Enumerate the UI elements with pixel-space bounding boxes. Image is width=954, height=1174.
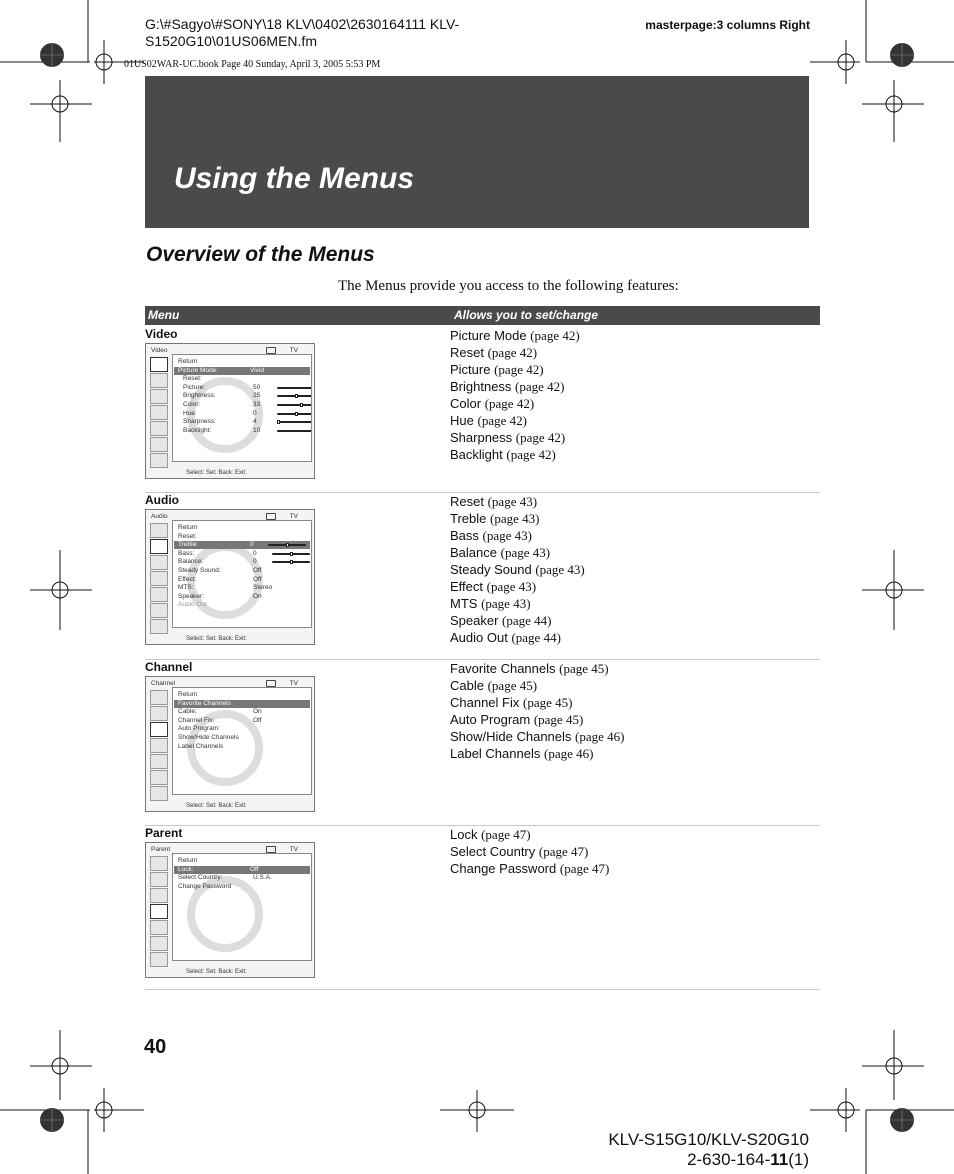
feature-item — [450, 327, 580, 344]
feature-name: Change Password — [450, 861, 557, 876]
feature-name: Speaker — [450, 613, 499, 628]
osd-item-value: Stereo — [253, 584, 273, 592]
osd-item-label: Reset: — [183, 375, 202, 383]
feature-page-ref: (page 42) — [515, 430, 566, 445]
feature-name: Select Country — [450, 844, 536, 859]
osd-slider — [277, 404, 312, 406]
osd-slider — [272, 553, 310, 555]
feature-page-ref: (page 45) — [559, 661, 609, 676]
tv-input-icon — [266, 513, 276, 520]
channel-icon — [150, 555, 168, 570]
osd-item — [178, 601, 207, 609]
empty-slot-icon — [150, 770, 168, 785]
tv-input-icon — [266, 680, 276, 687]
osd-input-label: TV — [289, 680, 298, 687]
osd-item-value: On — [253, 708, 262, 716]
code-prefix: 2-630-164- — [687, 1150, 771, 1169]
feature-name: Brightness — [450, 379, 512, 394]
osd-item-value: Off — [250, 865, 259, 873]
empty-slot-icon — [150, 936, 168, 951]
feature-item — [450, 378, 580, 395]
feature-name: Auto Program — [450, 712, 531, 727]
osd-item-label: Lock: — [178, 865, 194, 873]
osd-item — [178, 716, 262, 725]
feature-item — [450, 446, 580, 463]
osd-item-label: Audio Out — [178, 601, 207, 609]
osd-item-value: Off — [253, 575, 262, 583]
osd-item — [178, 592, 262, 601]
osd-item-label: Brightness: — [183, 392, 216, 400]
osd-item-value: 0 — [250, 541, 254, 549]
code-suffix: (1) — [788, 1150, 809, 1169]
video-icon — [150, 523, 168, 538]
osd-item — [183, 426, 261, 435]
feature-item — [450, 843, 609, 860]
feature-page-ref: (page 44) — [502, 613, 552, 628]
osd-item-label: Color: — [183, 401, 201, 408]
menu-name: Channel — [145, 660, 193, 674]
osd-footer: Select: Set: Back: Exit: — [186, 803, 247, 809]
feature-name: Bass — [450, 528, 479, 543]
menu-screenshot — [145, 343, 315, 479]
osd-item-label: Treble: — [178, 541, 198, 549]
osd-item-label: Picture: — [183, 383, 206, 391]
tv-input-icon — [266, 347, 276, 354]
feature-page-ref: (page 43) — [535, 562, 585, 577]
feature-name: Picture Mode — [450, 328, 527, 343]
parent-icon — [150, 405, 168, 420]
osd-item-label: Show/Hide Channels — [178, 734, 239, 741]
osd-item-value: 0 — [253, 409, 257, 417]
empty-slot-icon — [150, 437, 168, 452]
feature-name: Treble — [450, 511, 487, 526]
osd-item-label: Cable: — [178, 708, 197, 716]
osd-icon-column — [149, 522, 171, 634]
empty-slot-icon — [150, 453, 168, 468]
osd-item — [183, 375, 202, 383]
osd-item-label: Picture Mode: — [178, 366, 219, 374]
document-code — [560, 1150, 809, 1170]
feature-list — [450, 826, 609, 877]
feature-page-ref: (page 46) — [543, 746, 594, 761]
setup-icon — [150, 421, 168, 436]
audio-icon — [150, 706, 168, 721]
osd-icon-column — [149, 855, 171, 967]
feature-name: Color — [450, 396, 482, 411]
osd-item-label: MTS: — [178, 584, 194, 592]
osd-item — [178, 584, 273, 592]
osd-footer: Select: Set: Back: Exit: — [186, 969, 247, 975]
osd-item — [174, 367, 310, 375]
empty-slot-icon — [150, 786, 168, 801]
feature-name: Channel Fix — [450, 695, 520, 710]
osd-item — [178, 734, 239, 742]
osd-item — [183, 383, 261, 392]
intro-text: The Menus provide you access to the following features: — [338, 278, 679, 294]
feature-item — [450, 595, 585, 612]
video-icon — [150, 856, 168, 871]
osd-item — [178, 558, 257, 566]
osd-item-value: Vivid — [250, 366, 264, 374]
osd-item-label: Sharpness: — [183, 418, 216, 426]
osd-item-value: 10 — [253, 426, 261, 434]
osd-item — [178, 857, 198, 865]
osd-item-label: Return — [178, 857, 198, 864]
osd-item-value: U.S.A. — [253, 874, 272, 882]
setup-icon — [150, 754, 168, 769]
osd-slider — [277, 430, 312, 432]
feature-item — [450, 510, 585, 527]
osd-title: Audio — [151, 513, 168, 520]
feature-page-ref: (page 47) — [538, 844, 589, 859]
empty-slot-icon — [150, 952, 168, 967]
feature-item — [450, 711, 624, 728]
feature-page-ref: (page 47) — [559, 861, 610, 876]
feature-list — [450, 327, 580, 463]
osd-slider — [277, 421, 312, 423]
feature-name: Effect — [450, 579, 484, 594]
feature-item — [450, 344, 580, 361]
osd-item — [178, 533, 197, 541]
osd-title: Parent — [151, 846, 171, 853]
parent-icon — [150, 738, 168, 753]
osd-item-label: Auto Program: — [178, 725, 220, 733]
chapter-title: Using the Menus — [174, 162, 415, 195]
osd-item-label: Bass: — [178, 549, 195, 557]
feature-page-ref: (page 43) — [490, 511, 540, 526]
osd-item-label: Reset: — [178, 532, 197, 540]
feature-name: Hue — [450, 413, 474, 428]
osd-item-label: Favorite Channels — [178, 699, 231, 707]
file-path-line-2: S1520G10\01US06MEN.fm — [145, 33, 317, 49]
osd-slider — [277, 387, 312, 389]
feature-name: MTS — [450, 596, 478, 611]
tv-input-icon — [266, 846, 276, 853]
feature-name: Backlight — [450, 447, 503, 462]
table-row — [145, 660, 820, 826]
feature-item — [450, 429, 580, 446]
osd-item — [178, 358, 198, 366]
osd-item — [178, 549, 257, 558]
osd-icon-column — [149, 356, 171, 468]
feature-name: Steady Sound — [450, 562, 532, 577]
osd-item-value: Off — [253, 716, 262, 724]
osd-slider-knob — [295, 412, 298, 416]
osd-item-label: Speaker: — [178, 592, 205, 600]
menu-name: Audio — [145, 493, 179, 507]
osd-item-label: Change Password — [178, 882, 232, 890]
osd-slider-knob — [300, 403, 303, 407]
feature-name: Audio Out — [450, 630, 508, 645]
feature-page-ref: (page 42) — [506, 447, 556, 462]
feature-page-ref: (page 45) — [487, 678, 538, 693]
title-banner — [145, 76, 809, 228]
feature-item — [450, 745, 624, 762]
section-title: Overview of the Menus — [146, 243, 375, 266]
osd-item — [178, 524, 198, 532]
channel-icon — [150, 389, 168, 404]
osd-item-label: Steady Sound: — [178, 567, 221, 574]
menu-name: Video — [145, 327, 178, 341]
osd-panel — [172, 354, 312, 462]
osd-item — [178, 743, 223, 751]
parent-icon — [150, 904, 168, 919]
feature-item — [450, 578, 585, 595]
osd-item-value: 25 — [253, 392, 261, 400]
table-row — [145, 327, 820, 493]
feature-page-ref: (page 43) — [487, 494, 538, 509]
masterpage-label: masterpage:3 columns Right — [645, 18, 810, 32]
feature-name: Cable — [450, 678, 484, 693]
feature-name: Reset — [450, 345, 484, 360]
osd-item — [178, 691, 198, 699]
osd-item-label: Select Country: — [178, 874, 223, 882]
channel-icon — [150, 888, 168, 903]
osd-item-value: 0 — [253, 558, 257, 566]
feature-page-ref: (page 42) — [530, 328, 580, 343]
feature-item — [450, 694, 624, 711]
osd-input-label: TV — [289, 846, 298, 853]
feature-page-ref: (page 43) — [500, 545, 551, 560]
osd-slider — [268, 544, 306, 546]
osd-item-value: 4 — [253, 418, 257, 426]
audio-icon — [150, 539, 168, 554]
empty-slot-icon — [150, 603, 168, 618]
feature-name: Show/Hide Channels — [450, 729, 572, 744]
feature-page-ref: (page 45) — [533, 712, 584, 727]
feature-item — [450, 612, 585, 629]
osd-item — [174, 700, 310, 708]
book-info-line: 01US02WAR-UC.book Page 40 Sunday, April 3, 2005 5:53 PM — [124, 59, 381, 70]
menu-screenshot — [145, 509, 315, 645]
feature-page-ref: (page 43) — [481, 596, 531, 611]
osd-item — [178, 874, 272, 882]
osd-item-value: On — [253, 592, 262, 600]
osd-slider-knob — [290, 552, 293, 556]
osd-input-label: TV — [289, 347, 298, 354]
feature-page-ref: (page 47) — [481, 827, 531, 842]
feature-name: Lock — [450, 827, 478, 842]
osd-title: Channel — [151, 680, 176, 687]
osd-slider — [272, 561, 310, 563]
osd-item-label: Backlight: — [183, 426, 212, 434]
feature-name: Label Channels — [450, 746, 541, 761]
feature-item — [450, 395, 580, 412]
feature-item — [450, 677, 624, 694]
feature-item — [450, 493, 585, 510]
osd-item — [178, 575, 262, 584]
feature-item — [450, 826, 609, 843]
osd-slider-knob — [290, 560, 293, 564]
osd-item-label: Balance: — [178, 558, 204, 566]
osd-item — [174, 866, 310, 874]
osd-item — [178, 567, 262, 575]
feature-item — [450, 728, 624, 745]
code-bold: 11 — [770, 1150, 789, 1169]
feature-page-ref: (page 42) — [484, 396, 535, 411]
feature-page-ref: (page 42) — [487, 345, 538, 360]
osd-item-value: 50 — [253, 383, 261, 391]
file-path — [145, 16, 485, 50]
model-number: KLV-S15G10/KLV-S20G10 — [608, 1130, 809, 1149]
feature-name: Sharpness — [450, 430, 513, 445]
feature-name: Reset — [450, 494, 484, 509]
parent-icon — [150, 571, 168, 586]
file-path-line-1: G:\#Sagyo\#SONY\18 KLV\0402\2630164111 KLV- — [145, 16, 460, 32]
feature-item — [450, 660, 624, 677]
osd-item-label: Return — [178, 358, 198, 365]
video-icon — [150, 690, 168, 705]
feature-item — [450, 527, 585, 544]
osd-item-value: Off — [253, 567, 262, 574]
osd-item-value: 0 — [253, 549, 257, 557]
osd-slider — [277, 395, 312, 397]
osd-item-value: 33 — [253, 401, 261, 408]
feature-item — [450, 544, 585, 561]
page-number: 40 — [144, 1036, 167, 1058]
setup-icon — [150, 920, 168, 935]
feature-list — [450, 493, 585, 646]
osd-item — [178, 883, 231, 891]
menu-screenshot — [145, 676, 315, 812]
osd-footer: Select: Set: Back: Exit: — [186, 470, 247, 476]
table-header — [145, 306, 820, 325]
feature-name: Favorite Channels — [450, 661, 556, 676]
feature-page-ref: (page 42) — [477, 413, 527, 428]
osd-footer: Select: Set: Back: Exit: — [186, 636, 247, 642]
feature-page-ref: (page 44) — [511, 630, 561, 645]
col-menu-header: Menu — [148, 308, 180, 322]
osd-panel — [172, 520, 312, 628]
osd-icon-column — [149, 689, 171, 801]
feature-page-ref: (page 42) — [515, 379, 565, 394]
col-allows-header: Allows you to set/change — [454, 308, 599, 322]
table-row — [145, 493, 820, 660]
feature-page-ref: (page 46) — [575, 729, 625, 744]
osd-panel — [172, 853, 312, 961]
osd-input-label: TV — [289, 513, 298, 520]
osd-item-label: Label Channels — [178, 742, 224, 750]
osd-item-label: Return — [178, 524, 198, 531]
osd-title: Video — [151, 347, 168, 354]
feature-page-ref: (page 45) — [523, 695, 573, 710]
feature-list — [450, 660, 624, 762]
osd-item — [183, 418, 257, 426]
feature-item — [450, 361, 580, 378]
feature-item — [450, 561, 585, 578]
menu-name: Parent — [145, 826, 183, 840]
feature-page-ref: (page 43) — [486, 579, 537, 594]
osd-panel — [172, 687, 312, 795]
osd-item-label: Hue: — [183, 409, 197, 417]
feature-name: Balance — [450, 545, 497, 560]
feature-page-ref: (page 43) — [482, 528, 532, 543]
osd-item — [174, 541, 310, 549]
osd-item-label: Effect: — [178, 575, 197, 583]
empty-slot-icon — [150, 619, 168, 634]
audio-icon — [150, 373, 168, 388]
feature-name: Picture — [450, 362, 491, 377]
osd-item — [183, 409, 257, 418]
osd-item — [183, 401, 261, 409]
channel-icon — [150, 722, 168, 737]
osd-item — [178, 708, 262, 716]
feature-page-ref: (page 42) — [494, 362, 544, 377]
osd-slider-knob — [277, 420, 280, 424]
osd-slider-knob — [286, 543, 289, 547]
osd-item — [178, 725, 220, 733]
feature-item — [450, 629, 585, 646]
feature-item — [450, 860, 609, 877]
setup-icon — [150, 587, 168, 602]
menu-screenshot — [145, 842, 315, 978]
osd-slider-knob — [295, 394, 298, 398]
osd-item-label: Channel Fix: — [178, 716, 215, 724]
video-icon — [150, 357, 168, 372]
osd-item — [183, 392, 261, 400]
audio-icon — [150, 872, 168, 887]
osd-item-label: Return — [178, 691, 198, 698]
feature-item — [450, 412, 580, 429]
osd-slider — [277, 413, 312, 415]
table-row — [145, 826, 820, 990]
